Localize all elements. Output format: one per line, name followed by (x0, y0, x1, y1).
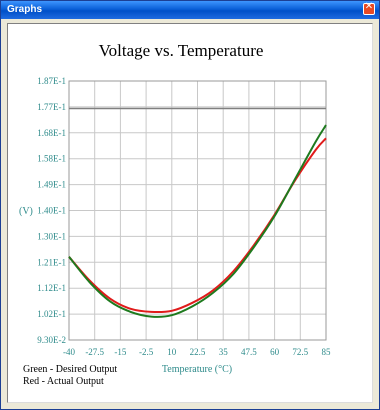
x-tick-label: 35 (218, 347, 228, 357)
y-tick-label: 1.87E-1 (37, 76, 66, 86)
y-tick-label: 1.58E-1 (37, 153, 66, 164)
y-tick-label: 1.77E-1 (37, 101, 66, 112)
legend (23, 364, 117, 388)
y-tick-label: 1.12E-1 (37, 283, 66, 294)
x-axis-label: Temperature (°C) (161, 364, 233, 375)
x-tick-label: 22.5 (189, 347, 206, 357)
voltage-temperature-chart (1, 1, 379, 409)
x-tick-label: -15 (114, 347, 127, 357)
y-tick-label: 1.49E-1 (37, 179, 66, 190)
x-tick-label: 72.5 (292, 347, 309, 357)
x-tick-label: 47.5 (241, 347, 257, 357)
y-tick-label: 9.30E-2 (37, 335, 66, 345)
y-tick-label: 1.68E-1 (37, 127, 66, 138)
y-axis-label: (V) (19, 206, 33, 217)
y-tick-label: 1.40E-1 (37, 205, 66, 216)
y-tick-label: 1.30E-1 (37, 231, 66, 242)
x-tick-label: 85 (321, 347, 331, 357)
x-tick-label: 60 (270, 347, 280, 357)
y-tick-label: 1.21E-1 (37, 257, 66, 268)
x-tick-label: -2.5 (138, 347, 154, 357)
y-tick-label: 1.02E-1 (37, 309, 66, 320)
x-tick-label: -40 (63, 347, 75, 357)
x-tick-label: -27.5 (85, 347, 105, 357)
chart-title: Voltage vs. Temperature (98, 41, 264, 60)
x-tick-label: 10 (167, 347, 177, 357)
legend-actual: Red - Actual Output (23, 376, 104, 387)
window-title: Graphs (7, 4, 43, 15)
legend-desired: Green - Desired Output (23, 364, 118, 375)
close-icon: ✕ (364, 1, 374, 12)
